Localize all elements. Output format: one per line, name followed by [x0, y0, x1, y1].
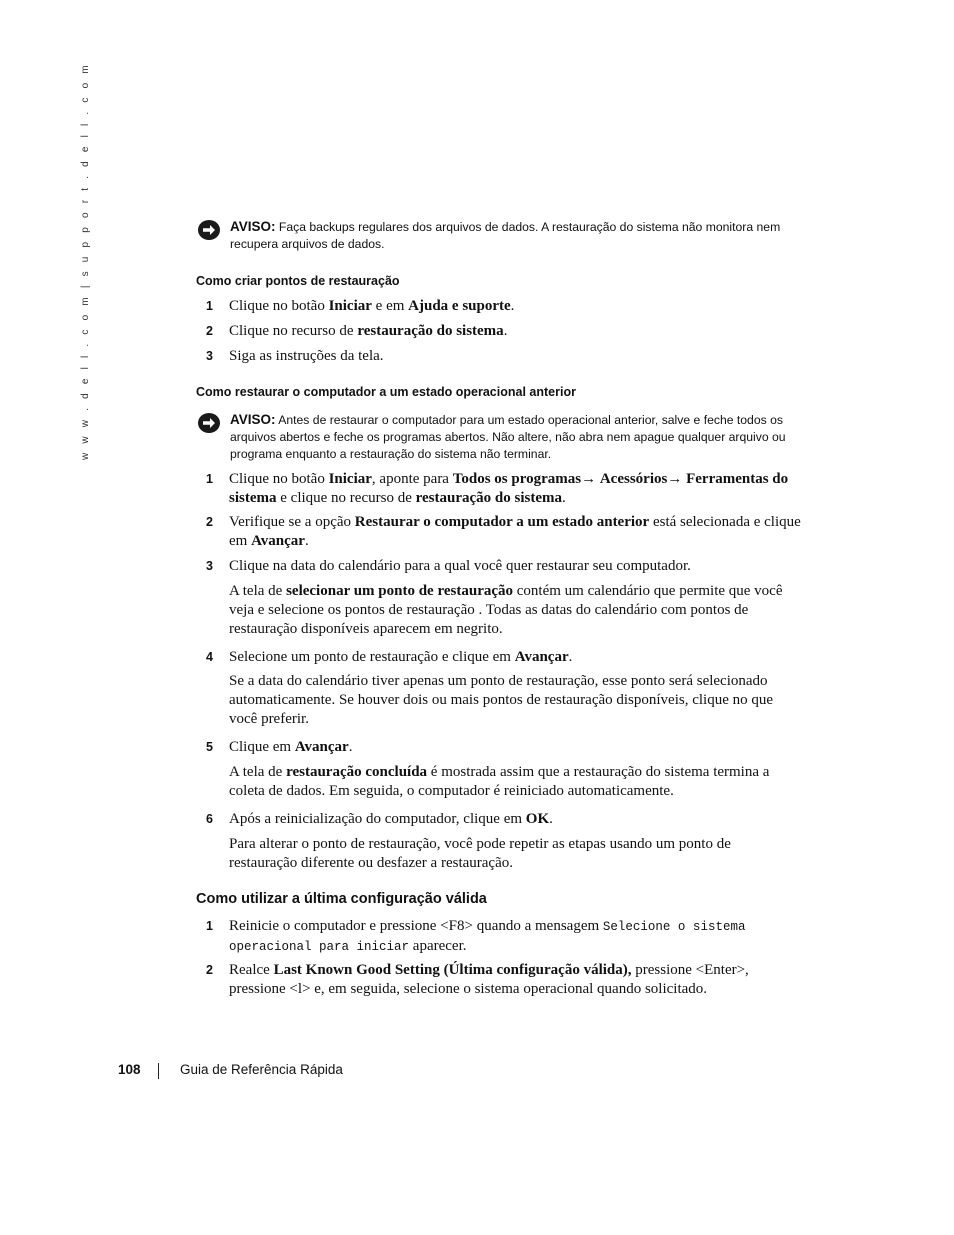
list-item: 2 Realce Last Known Good Setting (Última configuração válida), pressione <Enter>, pressione <l> e, em seguida, selecione o sistema operacional quando solicitado. — [206, 962, 749, 997]
list-item: 2 Verifique se a opção Restaurar o computador a um estado anterior está selecionada e clique em Avançar. — [206, 514, 801, 549]
list-item: 5 Clique em Avançar. — [206, 739, 353, 755]
list-item: 6 Após a reinicialização do computador, clique em OK. — [206, 811, 553, 827]
footer-title: Guia de Referência Rápida — [180, 1062, 343, 1077]
step-number: 3 — [206, 559, 213, 573]
step-number: 1 — [206, 919, 213, 933]
list-item: 1 Clique no botão Iniciar e em Ajuda e suporte. — [206, 298, 515, 314]
step-number: 2 — [206, 324, 213, 338]
step-detail: A tela de restauração concluída é mostrada assim que a restauração do sistema termina a coleta de dados. Em seguida, o computador é reiniciado automaticamente. — [229, 764, 770, 799]
notice-label: AVISO: — [230, 219, 276, 234]
notice-arrow-icon — [198, 219, 220, 241]
notice-label: AVISO: — [230, 412, 276, 427]
step-number: 5 — [206, 740, 213, 754]
notice-arrow-icon — [198, 412, 220, 434]
step-number: 2 — [206, 515, 213, 529]
notice-2: AVISO: Antes de restaurar o computador para um estado operacional anterior, salve e feche todos os arquivos abertos e feche os programas abertos. Não altere, não abra nem apague qualquer arquivo ou programa enquanto a restauração do sistema não terminar. — [196, 411, 808, 463]
section-heading-restore: Como restaurar o computador a um estado operacional anterior — [196, 385, 576, 399]
list-item: 1 Reinicie o computador e pressione <F8> quando a mensagem Selecione o sistema operacional para iniciar aparecer. — [206, 918, 746, 954]
section-heading-last-known-good: Como utilizar a última configuração válida — [196, 891, 487, 907]
side-url: w w w . d e l l . c o m | s u p p o r t . d e l l . c o m — [80, 62, 91, 460]
list-item: 3 Clique na data do calendário para a qual você quer restaurar seu computador. — [206, 558, 691, 574]
list-item: 2 Clique no recurso de restauração do sistema. — [206, 323, 508, 339]
notice-1 — [196, 218, 808, 253]
step-number: 6 — [206, 812, 213, 826]
notice-text: Faça backups regulares dos arquivos de dados. A restauração do sistema não monitora nem — [278, 220, 781, 234]
step-number: 4 — [206, 650, 213, 664]
footer-divider — [158, 1063, 159, 1079]
list-item: 1 Clique no botão Iniciar, aponte para Todos os programas→ Acessórios→ Ferramentas do sistema e clique no recurso de restauração do sistema. — [206, 471, 789, 506]
step-detail: A tela de selecionar um ponto de restauração contém um calendário que permite que você veja e selecione os pontos de restauração . Todas as datas do calendário com pontos de restauração disponíveis aparecem em negrito. — [229, 583, 783, 637]
section-heading-create-points: Como criar pontos de restauração — [196, 274, 400, 288]
notice-text-cont: recupera arquivos de dados. — [230, 237, 385, 251]
list-item: 4 Selecione um ponto de restauração e clique em Avançar. — [206, 649, 573, 665]
notice-text: Antes de restaurar o computador para um estado operacional anterior, salve e feche todos os — [278, 413, 783, 427]
step-number: 1 — [206, 472, 213, 486]
step-number: 1 — [206, 299, 213, 313]
step-detail: Para alterar o ponto de restauração, você pode repetir as etapas usando um ponto de restauração diferente ou desfazer a restauração. — [229, 836, 731, 871]
step-number: 2 — [206, 963, 213, 977]
list-item: 3 Siga as instruções da tela. — [206, 348, 384, 364]
page-number: 108 — [118, 1062, 141, 1077]
step-number: 3 — [206, 349, 213, 363]
step-detail: Se a data do calendário tiver apenas um ponto de restauração, esse ponto será selecionado automaticamente. Se houver dois ou mais pontos de restauração disponíveis, clique no que você preferir. — [229, 673, 774, 727]
